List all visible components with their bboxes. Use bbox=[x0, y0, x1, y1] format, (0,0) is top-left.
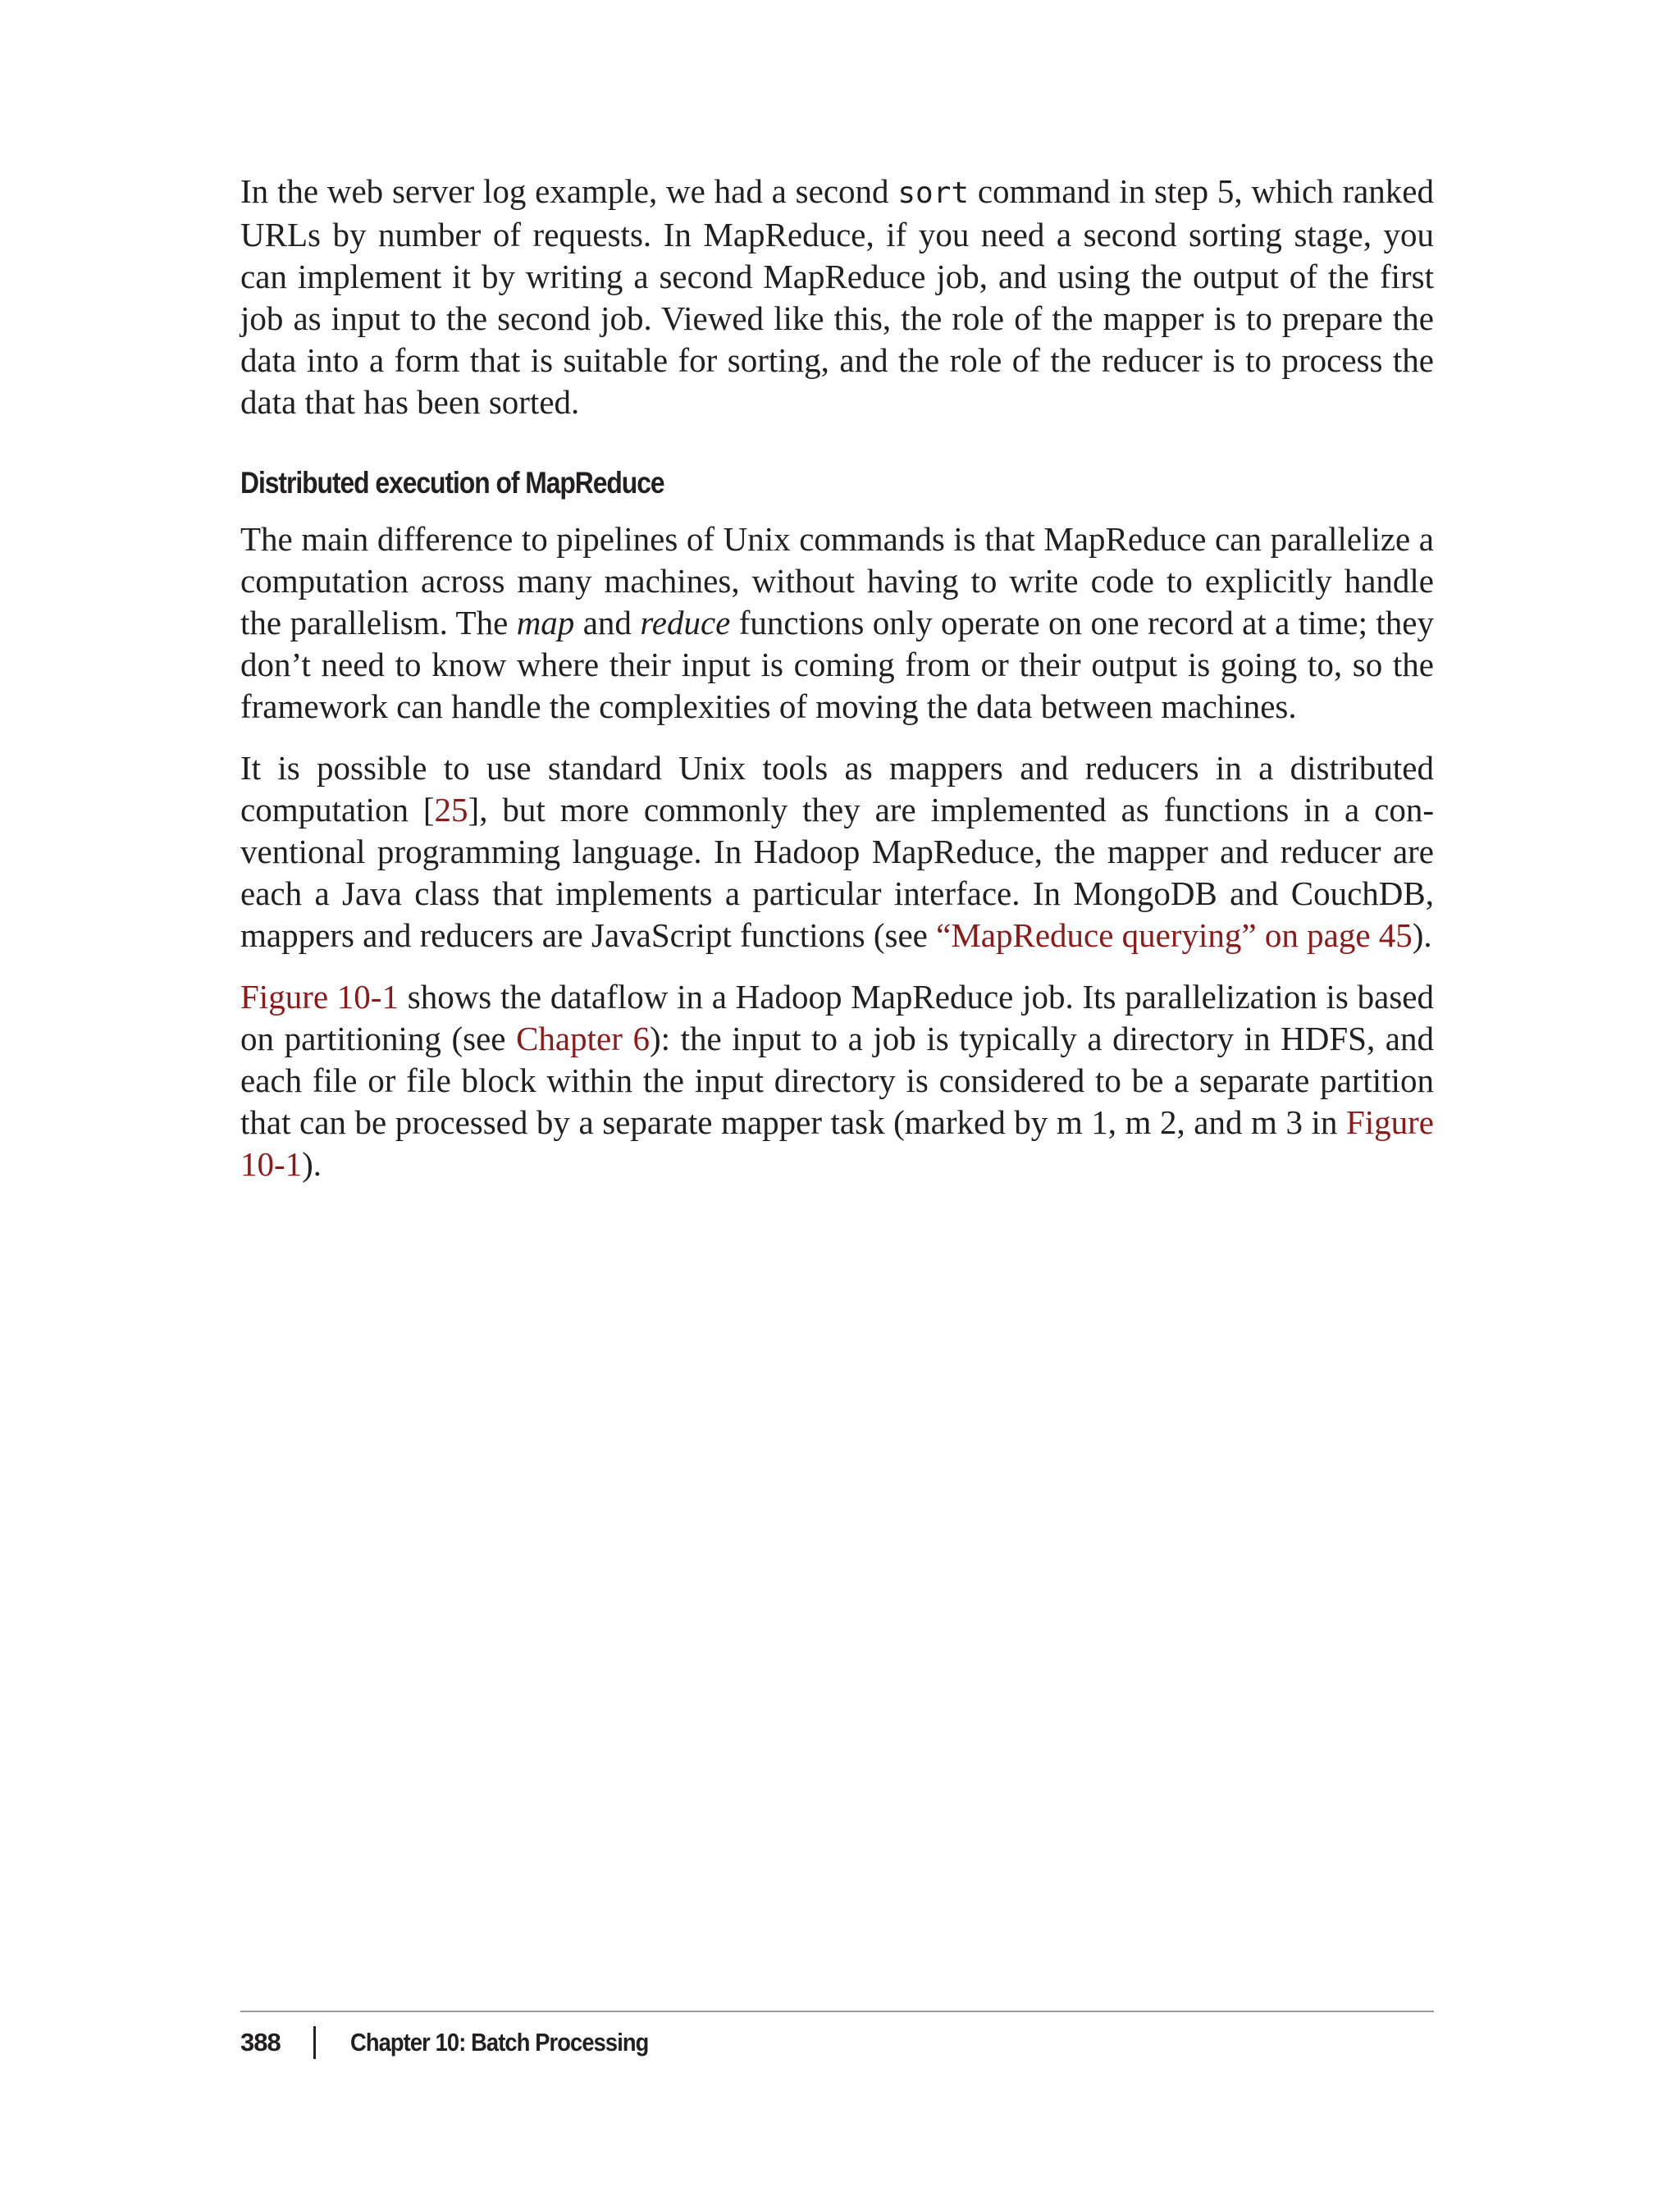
text-column bbox=[240, 171, 1434, 1205]
figure-link-10-1[interactable]: Figure 10-1 bbox=[240, 978, 399, 1016]
text-run: In the web server log example, we had a second bbox=[240, 172, 898, 210]
text-run: It is possible to use standard Unix tools as mappers and reducers in a distributed computation [ bbox=[240, 749, 1434, 829]
inline-code-sort: sort bbox=[897, 176, 970, 210]
emphasis-reduce: reduce bbox=[640, 604, 731, 641]
emphasis-map: map bbox=[516, 604, 575, 641]
chapter-link-6[interactable]: Chapter 6 bbox=[516, 1020, 650, 1057]
figure-link-10-1-second[interactable]: Figure 10-1 bbox=[240, 1103, 1434, 1183]
text-run: ). bbox=[1412, 916, 1432, 954]
footer-divider bbox=[240, 2011, 1434, 2012]
running-footer-chapter-title: Chapter 10: Batch Processing bbox=[349, 2028, 649, 2057]
text-run: functions only operate on one record at a time; they don’t need to know where their input is coming from or their output is going to, so the framework can handle the complexities of moving the data between machines. bbox=[240, 604, 1434, 725]
text-run: shows the dataflow in a Hadoop MapReduce job. Its parallelization is based on partitioning (see bbox=[240, 978, 1434, 1057]
text-run: ). bbox=[302, 1145, 322, 1183]
paragraph-main-difference bbox=[240, 518, 1434, 728]
citation-link-25[interactable]: 25 bbox=[434, 791, 468, 829]
page-footer bbox=[240, 2025, 689, 2061]
page-number: 388 bbox=[240, 2028, 281, 2057]
cross-reference-link-mapreduce-querying[interactable]: “MapReduce querying” on page 45 bbox=[936, 916, 1413, 954]
text-run: The main difference to pipelines of Unix commands is that MapReduce can parallelize a computation across many machines, without having to write code to explicitly handle the parallelism. The bbox=[240, 520, 1434, 641]
paragraph-unix-tools bbox=[240, 747, 1434, 956]
footer-separator bbox=[313, 2026, 316, 2059]
paragraph-dataflow bbox=[240, 976, 1434, 1185]
text-run: ], but more commonly they are implemented as functions in a conventional programming language. In Hadoop MapReduce, the mapper and reducer are each a Java class that implements a particular interface. In MongoDB and CouchDB, mappers and reducers are JavaScript functions (see bbox=[240, 791, 1434, 954]
text-run: ): the input to a job is typically a directory in HDFS, and each file or file block within the input directory is considered to be a separate partition that can be processed by a separate mapper task (marked by m 1, m 2, and m 3 in bbox=[240, 1020, 1435, 1141]
text-run: command in step 5, which ranked URLs by number of requests. In MapReduce, if you need a second sorting stage, you can implement it by writing a second MapReduce job, and using the output of the first job as input to the second job. Viewed like this, the role of the mapper is to prepare the data into a form that is suitable for sorting, and the role of the reducer is to process the data that has been sorted. bbox=[240, 172, 1434, 421]
section-heading: Distributed execution of MapReduce bbox=[240, 466, 664, 500]
paragraph-second-sort bbox=[240, 171, 1434, 423]
text-run: and bbox=[574, 604, 641, 641]
